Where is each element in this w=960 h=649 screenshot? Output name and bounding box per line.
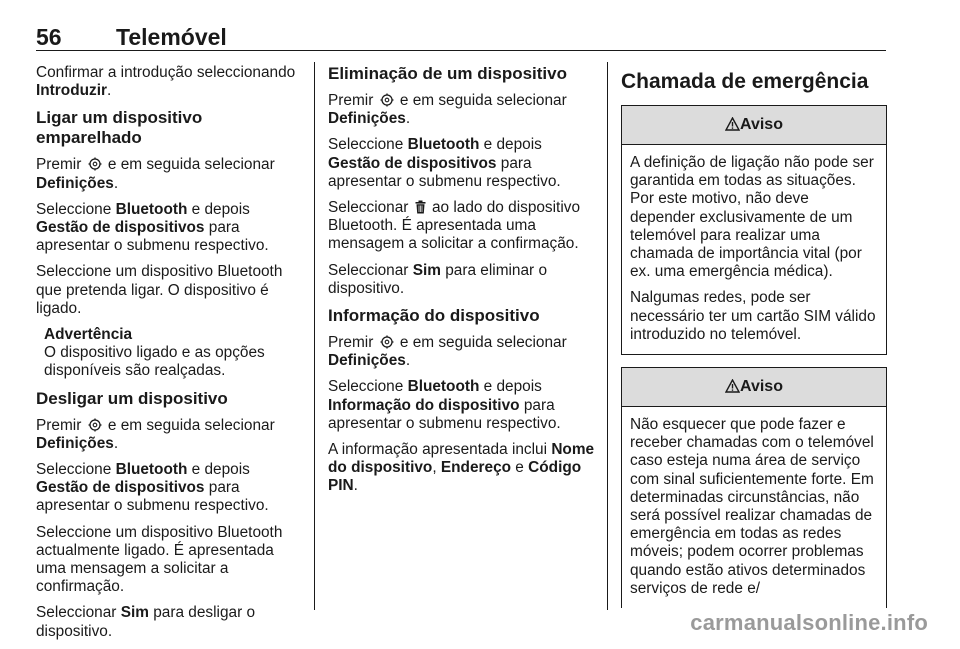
page-number: 56: [36, 24, 62, 50]
paragraph: Premir e em seguida selecionar Definições.: [328, 92, 567, 128]
column-divider: [607, 62, 608, 610]
warning-box: [621, 367, 887, 608]
warning-box: [621, 105, 887, 355]
settings-icon: [380, 335, 394, 349]
paragraph: Premir e em seguida selecionar Definições.: [36, 416, 275, 452]
header-rule: [36, 50, 886, 51]
watermark: carmanualsonline.info: [690, 610, 928, 635]
section-heading-delete: Eliminação de um dispositivo: [328, 64, 567, 83]
paragraph: Seleccione Bluetooth e depois Gestão de dispositivos para apresentar o submenu respectivo.: [36, 461, 269, 515]
settings-icon: [88, 157, 102, 171]
section-heading-connect: Ligar um dispositivo emparelhado: [36, 108, 203, 148]
warning-icon: [725, 117, 740, 131]
column-2: [328, 64, 598, 504]
paragraph: Premir e em seguida selecionar Definições.: [36, 156, 275, 192]
paragraph: Seleccionar Sim para eliminar o dispositivo.: [328, 261, 548, 297]
settings-icon: [88, 418, 102, 432]
paragraph: Seleccione Bluetooth e depois Gestão de dispositivos para apresentar o submenu respectivo.: [36, 200, 269, 255]
warning-icon: [725, 379, 740, 393]
note-title: Advertência: [44, 326, 133, 344]
paragraph: Seleccione um dispositivo Bluetooth actualmente ligado. É apresentada uma mensagem a solicitar a confirmação.: [36, 523, 283, 596]
paragraph: A definição de ligação não pode ser garantida em todas as situações. Por este motivo, não deve depender exclusivamente de um telemóvel para realizar uma chamada de importância vital (por ex. uma emergência médica).: [630, 154, 874, 281]
settings-icon: [380, 93, 394, 107]
paragraph: Seleccione um dispositivo Bluetooth que pretenda ligar. O dispositivo é ligado.: [36, 263, 283, 317]
section-heading-emergency: Chamada de emergência: [621, 70, 869, 93]
warning-label: Aviso: [740, 116, 783, 133]
paragraph: A informação apresentada inclui Nome do dispositivo, Endereço e Código PIN.: [328, 441, 595, 495]
section-heading-device-info: Informação do dispositivo: [328, 306, 540, 326]
warning-body: [622, 407, 886, 608]
column-3: [621, 64, 887, 620]
warning-header: [622, 106, 886, 145]
warning-body: [622, 145, 886, 354]
paragraph: Nalgumas redes, pode ser necessário ter um cartão SIM válido introduzido no telemóvel.: [630, 289, 876, 343]
paragraph: Seleccionar ao lado do dispositivo Bluetooth. É apresentada uma mensagem a solicitar a confirmação.: [328, 199, 581, 253]
paragraph: Seleccionar Sim para desligar o dispositivo.: [36, 604, 256, 640]
warning-header: [622, 368, 886, 407]
paragraph: Não esquecer que pode fazer e receber chamadas com o telemóvel caso esteja numa área de serviço com sinal suficientemente forte. Em determinadas circunstâncias, não será possível realizar chamadas de emergência em todas as redes móveis; podem ocorrer problemas quando estão ativos determinados serviços de rede e/: [630, 416, 874, 597]
paragraph: Seleccione Bluetooth e depois Informação do dispositivo para apresentar o submenu respectivo.: [328, 378, 561, 432]
column-1: [36, 64, 301, 649]
paragraph: Seleccione Bluetooth e depois Gestão de dispositivos para apresentar o submenu respectivo.: [328, 136, 561, 190]
page-title: Telemóvel: [116, 24, 227, 50]
warning-label: Aviso: [740, 378, 783, 396]
paragraph: Confirmar a introdução seleccionando Introduzir.: [36, 64, 296, 100]
trash-icon: [415, 200, 426, 214]
page-header: [36, 22, 886, 52]
note: [36, 326, 301, 381]
column-divider: [314, 62, 315, 610]
paragraph: Premir e em seguida selecionar Definições.: [328, 334, 567, 370]
note-text: O dispositivo ligado e as opções disponíveis são realçadas.: [44, 344, 265, 380]
section-heading-disconnect: Desligar um dispositivo: [36, 388, 228, 408]
